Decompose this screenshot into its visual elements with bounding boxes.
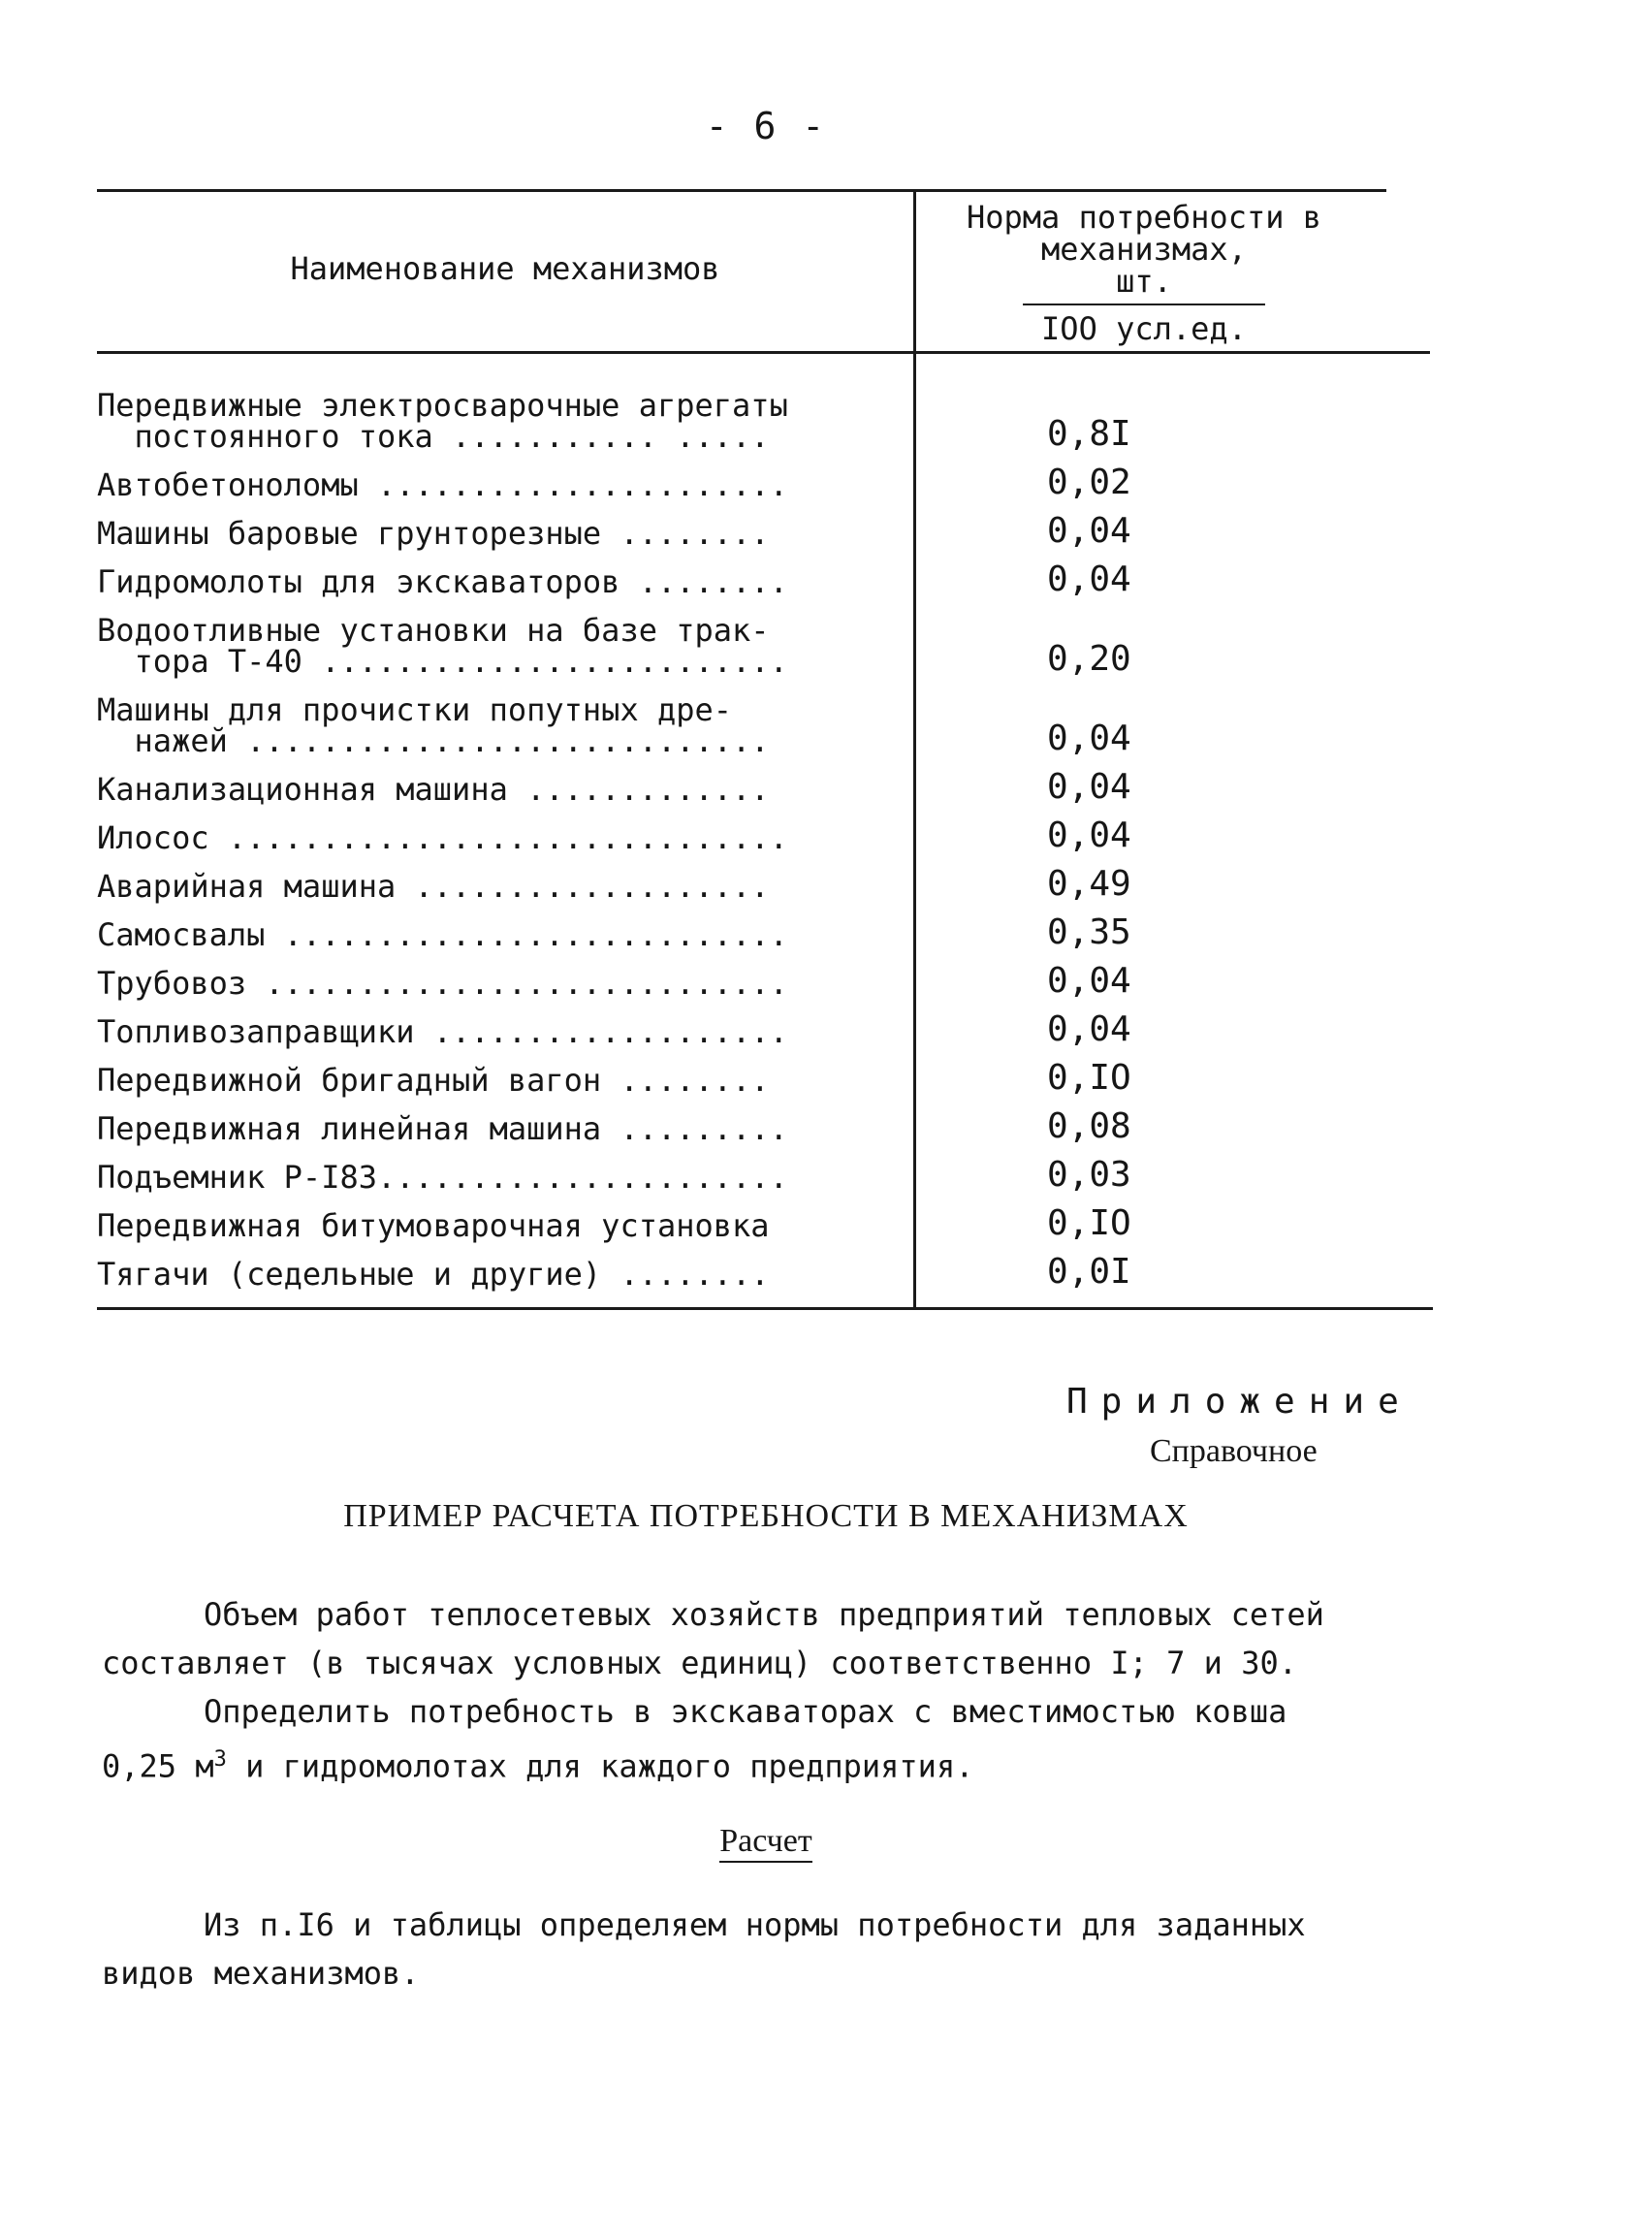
appendix-title: ПРИМЕР РАСЧЕТА ПОТРЕБНОСТИ В МЕХАНИЗМАХ (343, 1498, 1189, 1534)
table-body (97, 376, 1435, 1294)
mechanism-name: Тягачи (седельные и другие) ........ (97, 1256, 770, 1293)
column-header-norm (916, 199, 1372, 305)
table-row (97, 456, 1435, 504)
norm-header-line2: механизмах, (1041, 231, 1247, 268)
mechanism-name: Передвижной бригадный вагон ........ (97, 1062, 770, 1099)
norm-value-cell (834, 912, 1280, 952)
norm-value-cell (834, 414, 1280, 454)
mechanism-name: Передвижная линейная машина ......... (97, 1110, 788, 1147)
appendix-type: Справочное (1150, 1433, 1318, 1469)
paragraph-task (102, 1687, 1459, 1791)
table-row (97, 906, 1435, 954)
norm-value: 0,IO (1047, 1058, 1131, 1098)
paragraph-task-line2-post: и гидромолотах для каждого предприятия. (226, 1747, 974, 1785)
paragraph-volume-line1: Объем работ теплосетевых хозяйств предприятий тепловых сетей (204, 1596, 1324, 1633)
paragraph-calc-line2: видов механизмов. (102, 1955, 420, 1992)
paragraph-volume (102, 1590, 1459, 1687)
norm-value-cell (834, 961, 1280, 1001)
page-number: - 6 - (705, 105, 827, 147)
table-row (97, 1003, 1435, 1051)
mechanism-name: Передвижные электросварочные агрегаты постоянного тока ........... ..... (97, 387, 788, 455)
norm-value-cell (834, 465, 1280, 500)
table-row (97, 809, 1435, 857)
norm-value: 0,03 (1047, 1155, 1131, 1195)
mechanism-name: Автобетоноломы ...................... (97, 466, 788, 503)
norm-value: 0,02 (1047, 463, 1131, 502)
table-row (97, 376, 1435, 456)
norm-value-cell (834, 1203, 1280, 1243)
mechanism-name: Трубовоз ............................ (97, 965, 788, 1002)
table-row (97, 857, 1435, 906)
table-row (97, 504, 1435, 553)
table-header-rule (97, 351, 1430, 354)
norm-value: 0,04 (1047, 961, 1131, 1001)
norm-value: 0,20 (1047, 639, 1131, 679)
norm-value-cell (834, 1155, 1280, 1195)
table-row (97, 1245, 1435, 1294)
table-row (97, 1148, 1435, 1197)
appendix-label: Приложение (1066, 1382, 1413, 1422)
mechanism-name: Подъемник Р-I83...................... (97, 1159, 788, 1196)
mechanism-name: Гидромолоты для экскаваторов ........ (97, 563, 788, 600)
table-row (97, 1100, 1435, 1148)
norm-header-line3: шт. (1116, 263, 1172, 300)
norm-value-cell (834, 639, 1280, 679)
mechanism-name: Водоотливные установки на базе трак- тора Т-40 ......................... (97, 612, 788, 680)
norm-value: 0,04 (1047, 511, 1131, 551)
mechanism-name: Передвижная битумоварочная установка (97, 1207, 770, 1244)
norm-value: 0,49 (1047, 864, 1131, 904)
table-top-rule (97, 189, 1386, 192)
norm-value-cell (834, 767, 1280, 807)
mechanism-name: Илосос .............................. (97, 819, 788, 856)
norm-value: 0,0I (1047, 1252, 1131, 1292)
norm-value-cell (834, 1058, 1280, 1098)
norm-value-cell (834, 1106, 1280, 1146)
mechanism-name: Самосвалы ........................... (97, 916, 788, 953)
mechanism-name: Машины баровые грунторезные ........ (97, 515, 770, 552)
subheading-text: Расчет (719, 1823, 811, 1863)
column-header-denominator: IOO усл.ед. (1041, 310, 1247, 347)
norm-value: 0,04 (1047, 560, 1131, 599)
norm-value: 0,04 (1047, 1009, 1131, 1049)
mechanism-name: Аварийная машина ................... (97, 868, 770, 905)
norm-value-cell (834, 721, 1280, 756)
paragraph-task-line2-pre: 0,25 м (102, 1747, 214, 1785)
norm-value-cell (834, 864, 1280, 904)
fraction-line (1023, 304, 1265, 305)
paragraph-task-line1: Определить потребность в экскаваторах с вместимостью ковша (204, 1693, 1287, 1730)
superscript-3: 3 (213, 1747, 227, 1772)
norm-value: 0,08 (1047, 1106, 1131, 1146)
norm-value: 0,04 (1047, 767, 1131, 807)
paragraph-calculation (102, 1901, 1459, 1998)
norm-value-cell (834, 562, 1280, 597)
column-header-name: Наименование механизмов (290, 250, 720, 287)
table-row (97, 553, 1435, 601)
norm-value: 0,35 (1047, 912, 1131, 952)
norm-value-cell (834, 1252, 1280, 1292)
paragraph-volume-line2: составляет (в тысячах условных единиц) соответственно I; 7 и 30. (102, 1645, 1297, 1681)
table-row (97, 954, 1435, 1003)
table-row (97, 1051, 1435, 1100)
norm-value-cell (834, 1009, 1280, 1049)
mechanism-name: Канализационная машина ............. (97, 771, 770, 808)
mechanism-name: Машины для прочистки попутных дре- нажей ............................ (97, 691, 770, 759)
table-row (97, 681, 1435, 760)
table-bottom-rule (97, 1307, 1433, 1310)
norm-value: 0,8I (1047, 414, 1131, 454)
mechanism-name: Топливозаправщики ................... (97, 1013, 788, 1050)
norm-header-line1: Норма потребности в (966, 199, 1322, 236)
table-row (97, 1197, 1435, 1245)
table-row (97, 601, 1435, 681)
norm-value: 0,04 (1047, 719, 1131, 758)
norm-value: 0,IO (1047, 1203, 1131, 1243)
paragraph-calc-line1: Из п.I6 и таблицы определяем нормы потребности для заданных (204, 1906, 1306, 1943)
norm-value-cell (834, 815, 1280, 855)
subheading-calculation (0, 1823, 1532, 1860)
norm-value: 0,04 (1047, 815, 1131, 855)
table-row (97, 760, 1435, 809)
norm-value-cell (834, 511, 1280, 551)
